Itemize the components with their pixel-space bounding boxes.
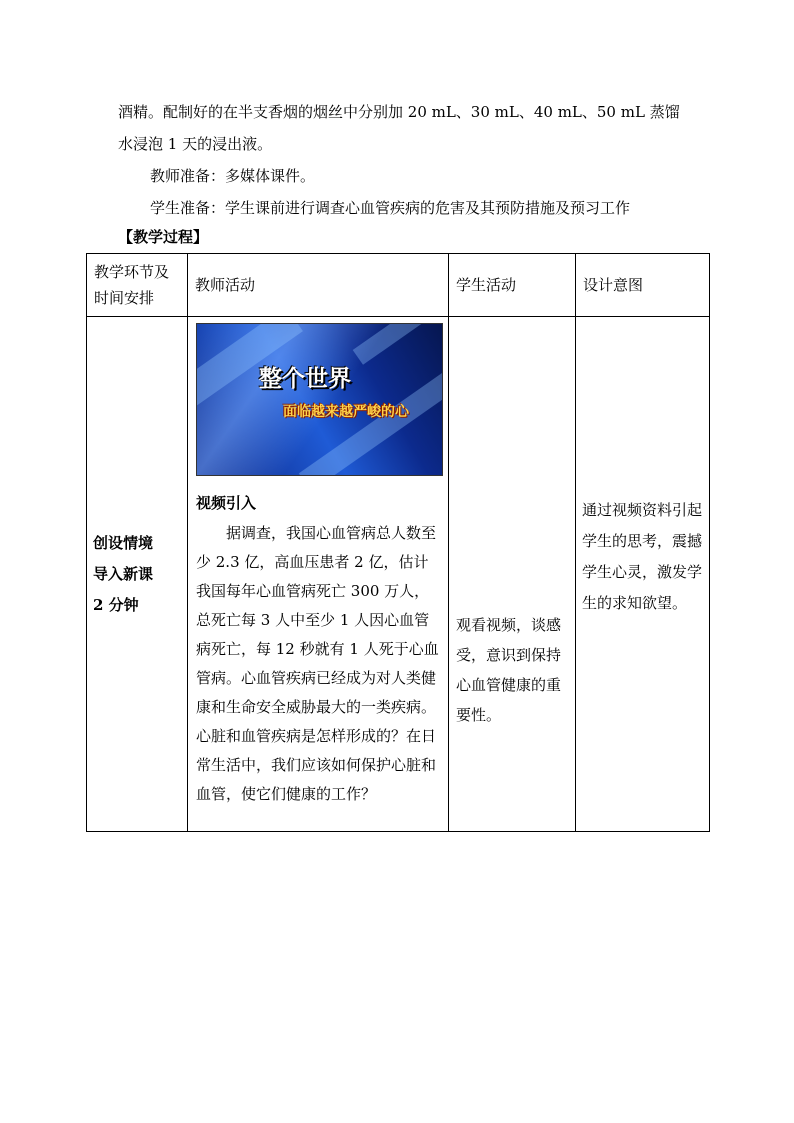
teacher-activity-text: 据调查，我国心血管病总人数至少 2.3 亿，高血压患者 2 亿，估计我国每年心血管病死亡 300 万人，总死亡每 3 人中至少 1 人因心血管病死亡，每 12 秒就有 1 人死于心血管病。心血管疾病已经成为对人类健康和生命安全威胁最大的一类疾病。心脏和血管疾病是怎样形成的？在日常生活中，我们应该如何保护心脏和血管，使它们健康的工作？ [196, 524, 439, 803]
video-caption-subtitle: 面临越来越严峻的心 [283, 404, 409, 420]
lesson-table [86, 253, 710, 832]
student-preparation: 学生准备：学生课前进行调查心血管疾病的危害及其预防措施及预习工作 [150, 199, 631, 217]
table-row [87, 317, 710, 832]
student-activity-text: 观看视频，谈感受，意识到保持心血管健康的重要性。 [456, 616, 562, 724]
table-header-row [87, 254, 710, 317]
header-stage-line2: 时间安排 [94, 289, 155, 307]
design-intent-text: 通过视频资料引起学生的思考，震撼学生心灵，激发学生的求知欲望。 [582, 501, 703, 612]
stage-line2: 导入新课 [93, 564, 154, 583]
intro-line-1: 酒精。配制好的在半支香烟的烟丝中分别加 20 mL、30 mL、40 mL、50 mL 蒸馏 [118, 103, 680, 121]
design-intent-cell [576, 317, 710, 832]
stage-line1: 创设情境 [93, 533, 154, 552]
header-student: 学生活动 [449, 254, 576, 317]
teacher-activity-cell [188, 317, 449, 832]
stage-line3: 2 分钟 [93, 595, 139, 614]
section-heading: 【教学过程】 [118, 228, 209, 246]
stage-cell [87, 317, 188, 832]
header-stage-line1: 教学环节及 [94, 263, 170, 281]
video-caption-title: 整个世界 [259, 360, 351, 393]
intro-line-2: 水浸泡 1 天的浸出液。 [118, 135, 273, 153]
student-activity-cell [449, 317, 576, 832]
teacher-preparation: 教师准备：多媒体课件。 [150, 167, 316, 185]
video-thumbnail[interactable] [196, 323, 443, 476]
header-intent: 设计意图 [576, 254, 710, 317]
video-intro-title: 视频引入 [196, 494, 257, 512]
header-stage [87, 254, 188, 317]
header-teacher: 教师活动 [188, 254, 449, 317]
